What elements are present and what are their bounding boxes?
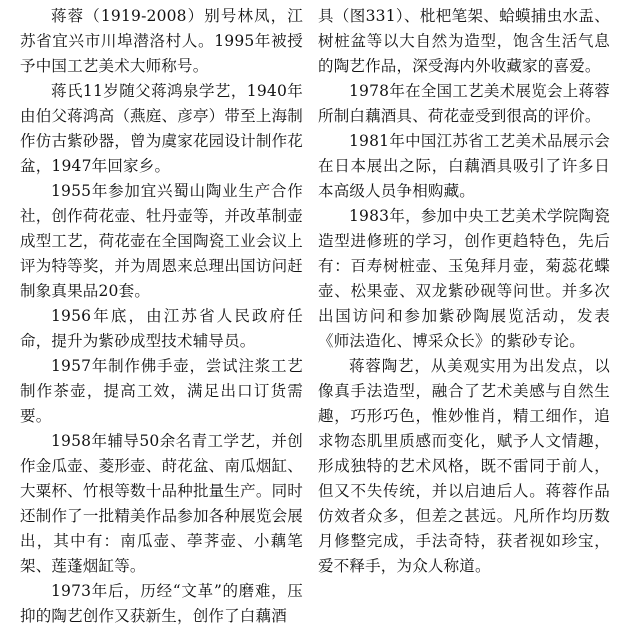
paragraph-1973: 1973年后，历经“文革”的磨难，压抑的陶艺创作又获新生，创作了白藕酒 xyxy=(20,582,303,625)
paragraph-bio-intro: 蒋蓉（1919-2008）别号林凤，江苏省宜兴市川埠潜洛村人。1995年被授予中国工艺美术大师称号。 xyxy=(20,7,303,75)
paragraph-1981: 1981年中国江苏省工艺美术品展示会在日本展出之际，白藕酒具吸引了许多日本高级人员争相购藏。 xyxy=(318,132,610,200)
paragraph-early-training: 蒋氏11岁随父蒋鸿泉学艺，1940年由伯父蒋鸿高（燕庭、彦亭）带至上海制作仿古紫砂器，曾为虞家花园设计制作花盆，1947年回家乡。 xyxy=(20,82,303,175)
left-column xyxy=(20,4,303,627)
paragraph-1956: 1956年底，由江苏省人民政府任命，提升为紫砂成型技术辅导员。 xyxy=(20,307,303,350)
paragraph-1957: 1957年制作佛手壶，尝试注浆工艺制作茶壶，提高工效，满足出口订货需要。 xyxy=(20,357,303,425)
paragraph-artistic-style: 蒋蓉陶艺，从美观实用为出发点，以像真手法造型，融合了艺术美感与自然生趣，巧形巧色，惟妙惟肖，精工细作，追求物态肌里质感而变化，赋予人文情趣，形成独特的艺术风格，既不雷同于前人，但又不失传统，并以启迪后人。蒋蓉作品仿效者众多，但差之甚远。凡所作均历数月修整完成，手法奇特，获者视如珍宝，爱不释手，为众人称道。 xyxy=(318,357,610,575)
paragraph-1958: 1958年辅导50余名青工学艺，并创作金瓜壶、菱形壶、莳花盆、南瓜烟缸、大粟杯、竹根等数十品种批量生产。同时还制作了一批精美作品参加各种展览会展出，其中有：南瓜壶、荸荠壶、小藕笔架、莲蓬烟缸等。 xyxy=(20,432,303,575)
paragraph-1955: 1955年参加宜兴蜀山陶业生产合作社，创作荷花壶、牡丹壶等，并改革制壶成型工艺，荷花壶在全国陶瓷工业会议上评为特等奖，并为周恩来总理出国访问赶制象真果品20套。 xyxy=(20,182,303,300)
paragraph-1978: 1978年在全国工艺美术展览会上蒋蓉所制白藕酒具、荷花壶受到很高的评价。 xyxy=(318,82,610,125)
paragraph-1983: 1983年，参加中央工艺美术学院陶瓷造型进修班的学习，创作更趋特色，先后有：百寿树桩壶、玉兔拜月壶，菊蕊花蝶壶、松果壶、双龙紫砂砚等问世。并多次出国访问和参加紫砂陶展览活动，发表《师法造化、博采众长》的紫砂专论。 xyxy=(318,207,610,350)
right-column xyxy=(318,4,610,627)
paragraph-1973-continued: 具（图331）、枇杷笔架、蛤蟆捕虫水盂、树桩盆等以大自然为造型，饱含生活气息的陶艺作品，深受海内外收藏家的喜爱。 xyxy=(318,7,610,75)
